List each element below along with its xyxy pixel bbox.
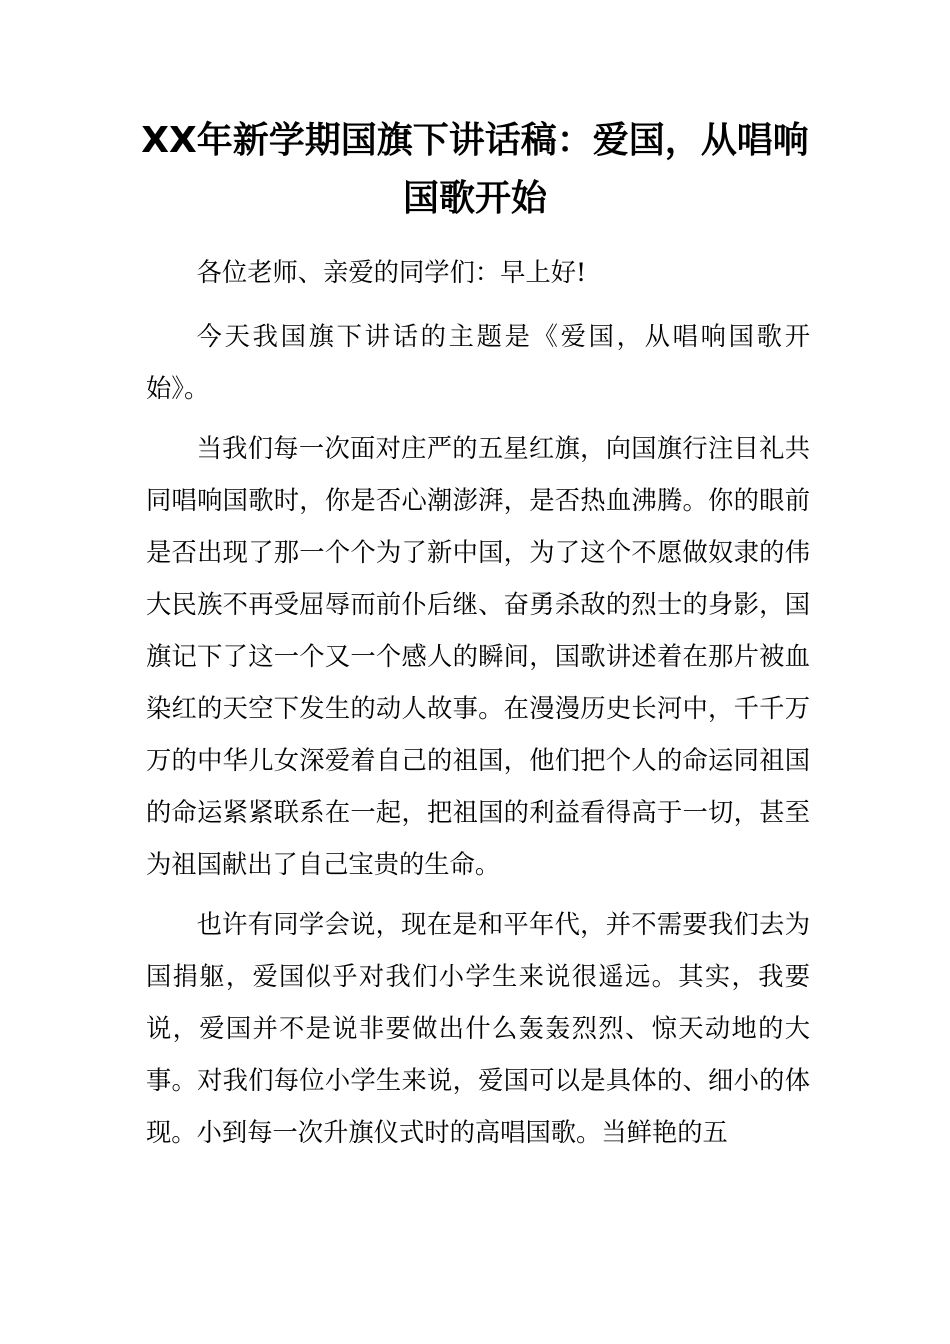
paragraph-topic: 今天我国旗下讲话的主题是《爱国，从唱响国歌开始》。 <box>146 322 810 403</box>
document-body <box>146 247 810 1167</box>
paragraph-salutation: 各位老师、亲爱的同学们：早上好! <box>196 258 587 287</box>
paragraph-patriotism-details: 也许有同学会说，现在是和平年代，并不需要我们去为国捐躯，爱国似乎对我们小学生来说很遥远。其实，我要说，爱国并不是说非要做出什么轰轰烈烈、惊天动地的大事。对我们每位小学生来说，爱国可以是具体的、细小的体现。小到每一次升旗仪式时的高唱国歌。当鲜艳的五 <box>146 910 810 1147</box>
document-title: XX年新学期国旗下讲话稿：爱国，从唱响国歌开始 <box>141 120 809 219</box>
paragraph-flag-anthem: 当我们每一次面对庄严的五星红旗，向国旗行注目礼共同唱响国歌时，你是否心潮澎湃，是否热血沸腾。你的眼前是否出现了那一个个为了新中国，为了这个不愿做奴隶的伟大民族不再受屈辱而前仆后继、奋勇杀敌的烈士的身影，国旗记下了这一个又一个感人的瞬间，国歌讲述着在那片被血染红的天空下发生的动人故事。在漫漫历史长河中，千千万万的中华儿女深爱着自己的祖国，他们把个人的命运同祖国的命运紧紧联系在一起，把祖国的利益看得高于一切，甚至为祖国献出了自己宝贵的生命。 <box>146 434 810 879</box>
